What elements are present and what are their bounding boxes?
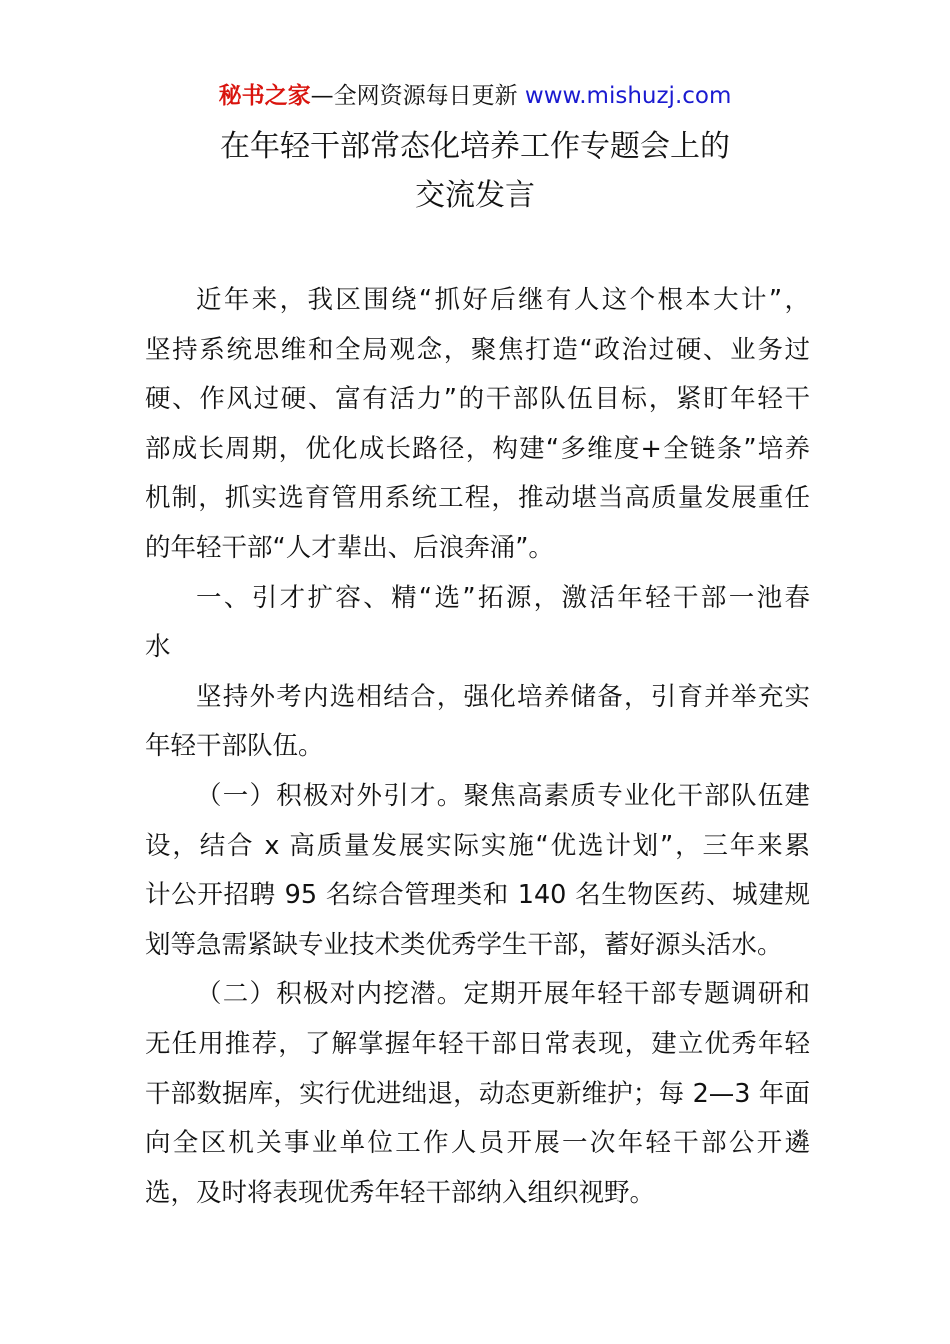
body-line: 干部数据库，实行优进绌退，动态更新维护；每 2—3 年面 (145, 1078, 810, 1109)
body-line: 部成长周期，优化成长路径，构建“多维度+全链条”培养 (145, 433, 810, 464)
body-line: 年轻干部队伍。 (145, 731, 324, 762)
header-tagline: —全网资源每日更新 (310, 83, 518, 109)
document-title-line-2: 交流发言 (415, 178, 535, 213)
body-line: （二）积极对内挖潜。定期开展年轻干部专题调研和 (196, 979, 810, 1010)
body-line: 计公开招聘 95 名综合管理类和 140 名生物医药、城建规 (145, 880, 810, 911)
body-line: 坚持外考内选相结合，强化培养储备，引育并举充实 (196, 681, 810, 712)
document-title-line-1: 在年轻干部常态化培养工作专题会上的 (220, 129, 730, 164)
body-line: 设，结合 x 高质量发展实际实施“优选计划”，三年来累 (145, 830, 810, 861)
body-line: 向全区机关事业单位工作人员开展一次年轻干部公开遴 (145, 1128, 810, 1159)
body-line: 硬、作风过硬、富有活力”的干部队伍目标，紧盯年轻干 (145, 384, 810, 415)
section-heading-line: 水 (145, 632, 171, 663)
body-line: （一）积极对外引才。聚焦高素质专业化干部队伍建 (196, 780, 810, 811)
website-url[interactable]: www.mishuzj.com (524, 83, 732, 109)
site-header (0, 80, 950, 112)
brand-name: 秘书之家 (218, 83, 311, 109)
section-heading-line: 一、引才扩容、精“选”拓源，激活年轻干部一池春 (196, 582, 810, 613)
body-line: 选，及时将表现优秀年轻干部纳入组织视野。 (145, 1177, 656, 1208)
body-line: 划等急需紧缺专业技术类优秀学生干部，蓄好源头活水。 (145, 929, 783, 960)
body-line: 的年轻干部“人才辈出、后浪奔涌”。 (145, 532, 554, 563)
document-body (145, 276, 810, 1218)
body-line: 无任用推荐，了解掌握年轻干部日常表现，建立优秀年轻 (145, 1028, 810, 1059)
body-line: 机制，抓实选育管用系统工程，推动堪当高质量发展重任 (145, 483, 810, 514)
body-line: 坚持系统思维和全局观念，聚焦打造“政治过硬、业务过 (145, 334, 810, 365)
body-line: 近年来，我区围绕“抓好后继有人这个根本大计”， (196, 285, 810, 315)
